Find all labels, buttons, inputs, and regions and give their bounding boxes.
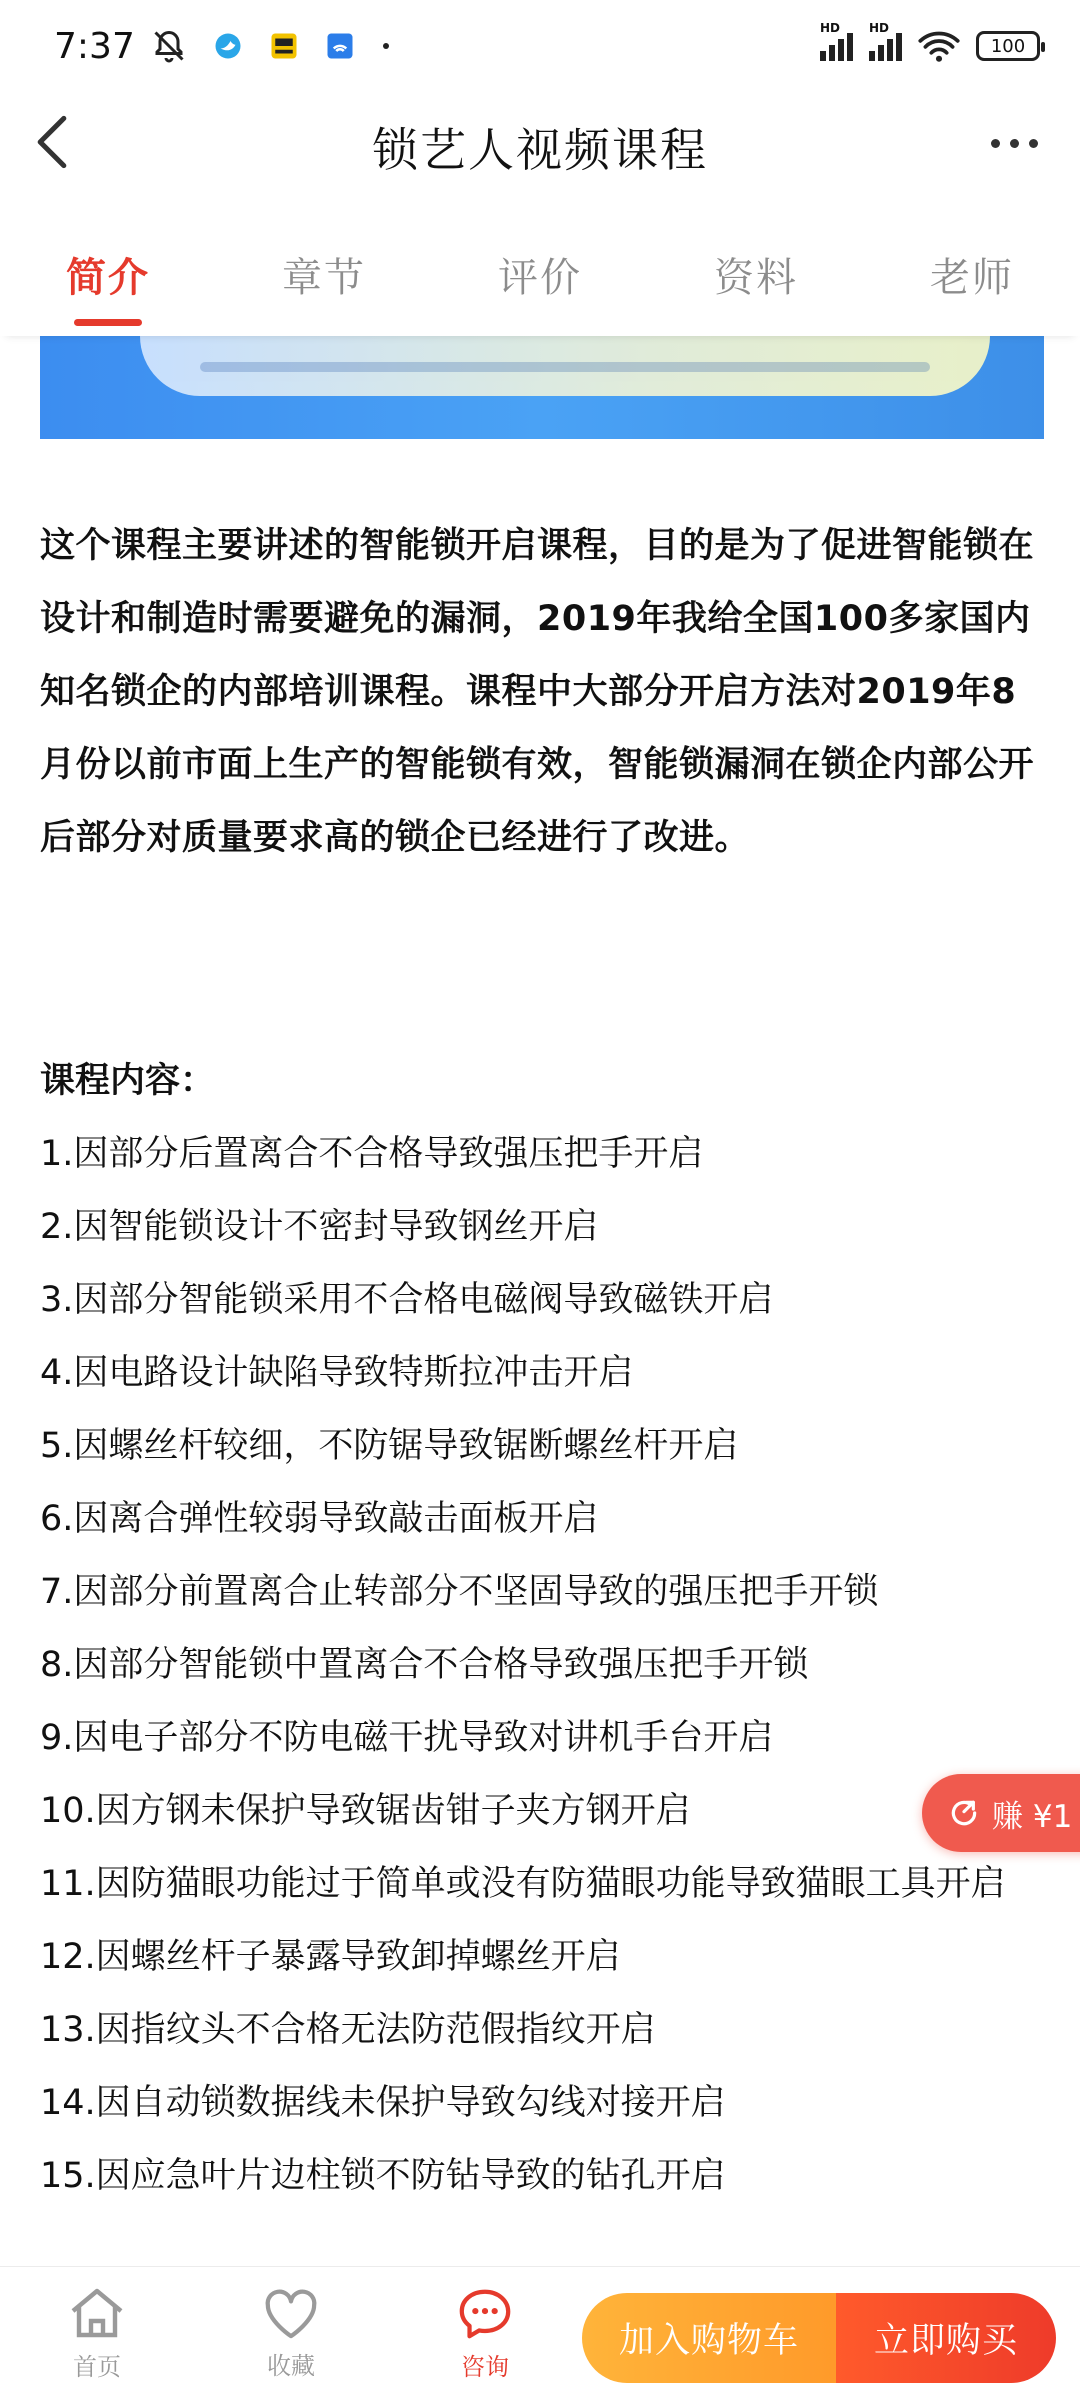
signal-2-icon [869, 21, 902, 61]
lesson-item: 8.因部分智能锁中置离合不合格导致强压把手开锁 [40, 1645, 809, 1685]
tab-teacher[interactable] [864, 230, 1080, 336]
more-button[interactable] [974, 118, 1054, 168]
lesson-item: 11.因防猫眼功能过于简单或没有防猫眼功能导致猫眼工具开启 [40, 1864, 1006, 1904]
earn-reward-button[interactable] [922, 1774, 1080, 1852]
earn-label: 赚 ¥1 [992, 1798, 1073, 1835]
signal-1-icon [820, 21, 853, 61]
lesson-item: 4.因电路设计缺陷导致特斯拉冲击开启 [40, 1353, 634, 1393]
status-time: 7:37 [54, 25, 135, 67]
wifi-icon [918, 29, 960, 63]
lesson-item: 14.因自动锁数据线未保护导致勾线对接开启 [40, 2083, 726, 2123]
intro-paragraph: 这个课程主要讲述的智能锁开启课程，目的是为了促进智能锁在设计和制造时需要避免的漏洞，2019年我给全国100多家国内知名锁企的内部培训课程。课程中大部分开启方法对2019年8月份以前市面上生产的智能锁有效，智能锁漏洞在锁企内部公开后部分对质量要求高的锁企已经进行了改进。 [40, 526, 1035, 858]
page-title: 锁艺人视频课程 [372, 123, 708, 177]
bird-app-icon [213, 31, 243, 61]
more-dot-icon [991, 139, 1000, 148]
heart-icon [262, 2286, 320, 2340]
lesson-item: 12.因螺丝杆子暴露导致卸掉螺丝开启 [40, 1937, 621, 1977]
tab-label: 简介 [66, 255, 150, 301]
tab-label: 资料 [714, 255, 798, 301]
tab-chapters[interactable] [216, 230, 432, 336]
lesson-item: 5.因螺丝杆较细，不防锯导致锯断螺丝杆开启 [40, 1426, 739, 1466]
status-notification-icons [151, 28, 391, 64]
lesson-item: 3.因部分智能锁采用不合格电磁阀导致磁铁开启 [40, 1280, 774, 1320]
lesson-item: 6.因离合弹性较弱导致敲击面板开启 [40, 1499, 599, 1539]
nav-home[interactable] [0, 2285, 194, 2382]
lesson-item: 1.因部分后置离合不合格导致强压把手开启 [40, 1134, 704, 1174]
course-description [40, 440, 1050, 2213]
signal-2-label: HD [869, 21, 890, 35]
lesson-item: 10.因方钢未保护导致锯齿钳子夹方钢开启 [40, 1791, 691, 1831]
nav-favorite-label: 收藏 [267, 2352, 315, 2380]
signal-1-label: HD [820, 21, 841, 35]
nav-consult-label: 咨询 [461, 2353, 509, 2381]
tab-label: 老师 [930, 255, 1014, 301]
tab-active-indicator [74, 319, 142, 326]
bottom-action-bar [0, 2266, 1080, 2400]
dot-icon [381, 41, 391, 51]
chat-bubble-icon [456, 2285, 514, 2341]
status-bar [0, 0, 1080, 92]
nav-favorite[interactable] [194, 2286, 388, 2381]
nav-consult[interactable] [388, 2285, 582, 2382]
share-refresh-icon [948, 1797, 980, 1829]
lesson-item: 9.因电子部分不防电磁干扰导致对讲机手台开启 [40, 1718, 774, 1758]
course-app-icon [269, 31, 299, 61]
lesson-item: 15.因应急叶片边柱锁不防钻导致的钻孔开启 [40, 2156, 726, 2196]
header [0, 92, 1080, 192]
battery-icon [976, 31, 1040, 61]
course-banner-image [40, 336, 1044, 439]
tab-reviews[interactable] [432, 230, 648, 336]
lesson-item: 2.因智能锁设计不密封导致钢丝开启 [40, 1207, 599, 1247]
battery-level: 100 [990, 35, 1026, 57]
nav-home-label: 首页 [73, 2353, 121, 2381]
tab-materials[interactable] [648, 230, 864, 336]
tab-label: 评价 [498, 255, 582, 301]
add-to-cart-button[interactable]: 加入购物车 [582, 2293, 836, 2383]
status-right-icons [820, 21, 1040, 63]
more-dot-icon [1010, 139, 1019, 148]
lesson-item: 7.因部分前置离合止转部分不坚固导致的强压把手开锁 [40, 1572, 879, 1612]
banner-title-pill [140, 336, 990, 396]
section-title: 课程内容： [40, 1061, 216, 1101]
mute-bell-icon [151, 28, 187, 64]
tab-intro[interactable] [0, 230, 216, 336]
wifi-app-icon [325, 31, 355, 61]
buy-now-button[interactable]: 立即购买 [836, 2293, 1056, 2383]
tab-bar [0, 230, 1080, 336]
lesson-item: 13.因指纹头不合格无法防范假指纹开启 [40, 2010, 656, 2050]
home-icon [67, 2285, 127, 2341]
more-dot-icon [1029, 139, 1038, 148]
tab-label: 章节 [282, 255, 366, 301]
lesson-list [40, 1118, 1050, 2213]
